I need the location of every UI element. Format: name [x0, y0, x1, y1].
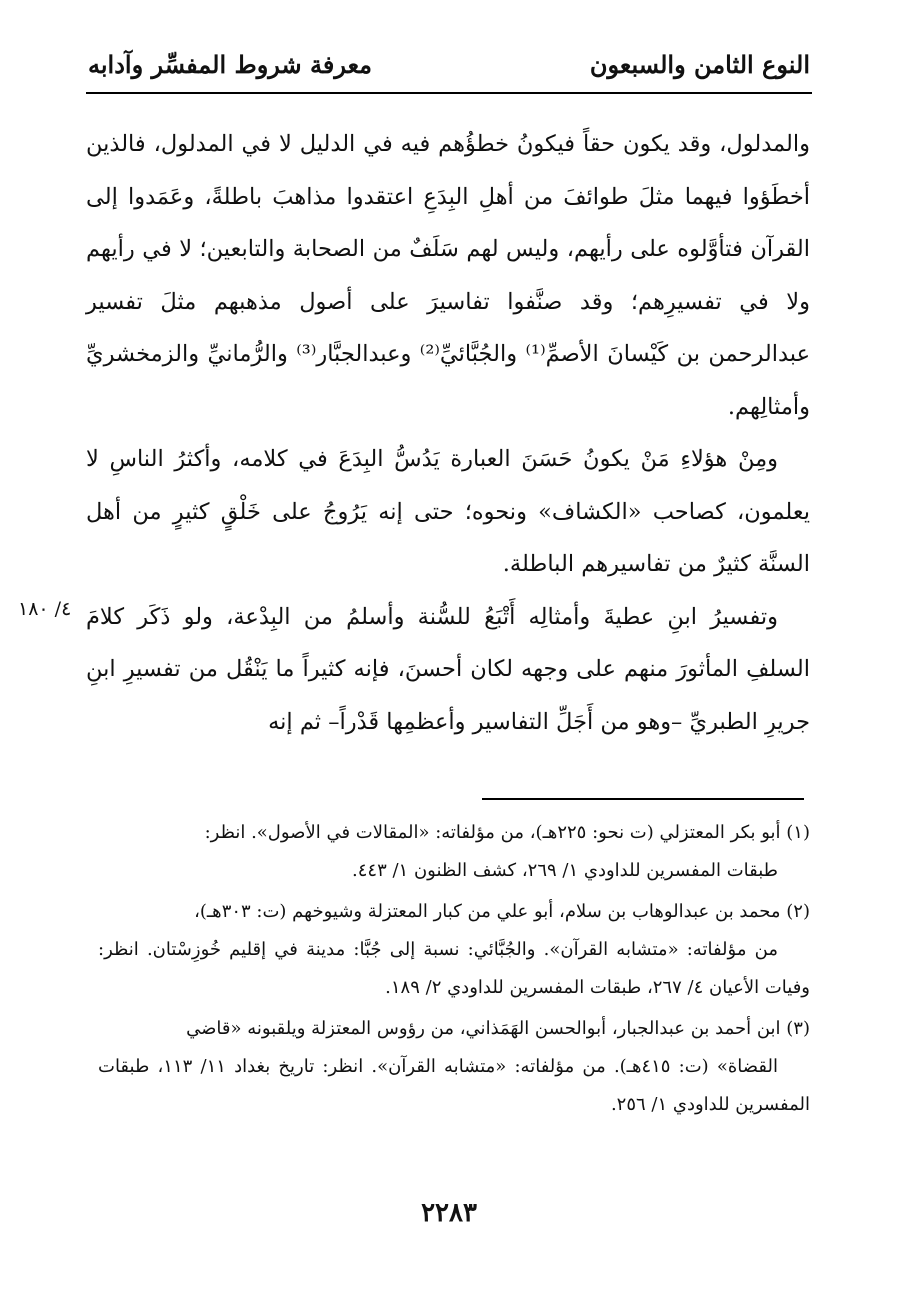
footnote-continuation: من مؤلفاته: «متشابه القرآن». والجُبَّائي: نسبة إلى جُبَّا: مدينة في إقليم خُوزِسْتان. انظر: وفيات الأعيان ٤/ ٢٦٧، طبقات المفسرين للداودي ٢/ ١٨٩. [98, 939, 810, 998]
footnote-continuation: القضاة» (ت: ٤١٥هـ). من مؤلفاته: «متشابه القرآن». انظر: تاريخ بغداد ١١/ ١١٣، طبقات المفسرين للداودي ١/ ٢٥٦. [98, 1056, 810, 1115]
margin-page-reference: ٤/ ١٨٠ [18, 598, 72, 620]
body-paragraph: والمدلول، وقد يكون حقاً فيكونُ خطؤُهم فيه في الدليل لا في المدلول، فالذين أخطَؤوا فيهما مثلَ طوائفَ من أهلِ البِدَعِ اعتقدوا مذاهبَ باطلةً، وعَمَدوا إلى القرآن فتأوَّلوه على رأيهم، وليس لهم سَلَفٌ من الصحابة والتابعين؛ لا في رأيهم ولا في تفسيرِهم؛ وقد صنَّفوا تفاسيرَ على أصول مذهبهم مثلَ تفسير عبدالرحمن بن كَيْسانَ الأصمِّ⁽¹⁾ والجُبَّائيِّ⁽²⁾ وعبدالجبَّار⁽³⁾ والرُّمانيِّ والزمخشريِّ وأمثالِهم. [86, 131, 810, 420]
footnote-continuation: طبقات المفسرين للداودي ١/ ٢٦٩، كشف الظنون ١/ ٤٤٣. [352, 860, 778, 881]
footnote-divider [482, 798, 804, 800]
body-paragraph: وتفسيرُ ابنِ عطيةَ وأمثالِه أَتْبَعُ للسُّنة وأسلمُ من البِدْعة، ولو ذَكَر كلامَ السلفِ المأثورَ منهم على وجهه لكان أحسنَ، فإنه كثيراً ما يَنْقُل من تفسيرِ ابنِ جريرِ الطبريِّ –وهو من أَجَلِّ التفاسير وأعظمِها قَدْراً– ثم إنه [86, 603, 810, 735]
footnote [98, 814, 810, 890]
page-number: ٢٢٨٣ [421, 1198, 477, 1228]
chapter-title: النوع الثامن والسبعون [589, 49, 810, 79]
running-header [88, 44, 810, 84]
section-title: معرفة شروط المفسِّر وآدابه [88, 49, 373, 79]
footnote [98, 893, 810, 1007]
main-text [86, 118, 810, 748]
body-paragraph: ومِنْ هؤلاءِ مَنْ يكونُ حَسَنَ العبارة يَدُسُّ البِدَعَ في كلامه، وأكثرُ الناسِ لا يعلمون، كصاحب «الكشاف» ونحوه؛ حتى إنه يَرُوجُ على خَلْقٍ كثيرٍ من أهل السنَّة كثيرٌ من تفاسيرهم الباطلة. [86, 446, 810, 577]
footnote [98, 1010, 810, 1124]
footnote-first-line: (٣) ابن أحمد بن عبدالجبار، أبوالحسن الهَمَذاني، من رؤوس المعتزلة ويلقبونه «قاضي [186, 1018, 810, 1039]
header-divider [86, 92, 812, 94]
footnotes [98, 814, 810, 1127]
footnote-first-line: (١) أبو بكر المعتزلي (ت نحو: ٢٢٥هـ)، من مؤلفاته: «المقالات في الأصول». انظر: [204, 822, 810, 843]
footnote-first-line: (٢) محمد بن عبدالوهاب بن سلام، أبو علي من كبار المعتزلة وشيوخهم (ت: ٣٠٣هـ)، [194, 901, 810, 922]
